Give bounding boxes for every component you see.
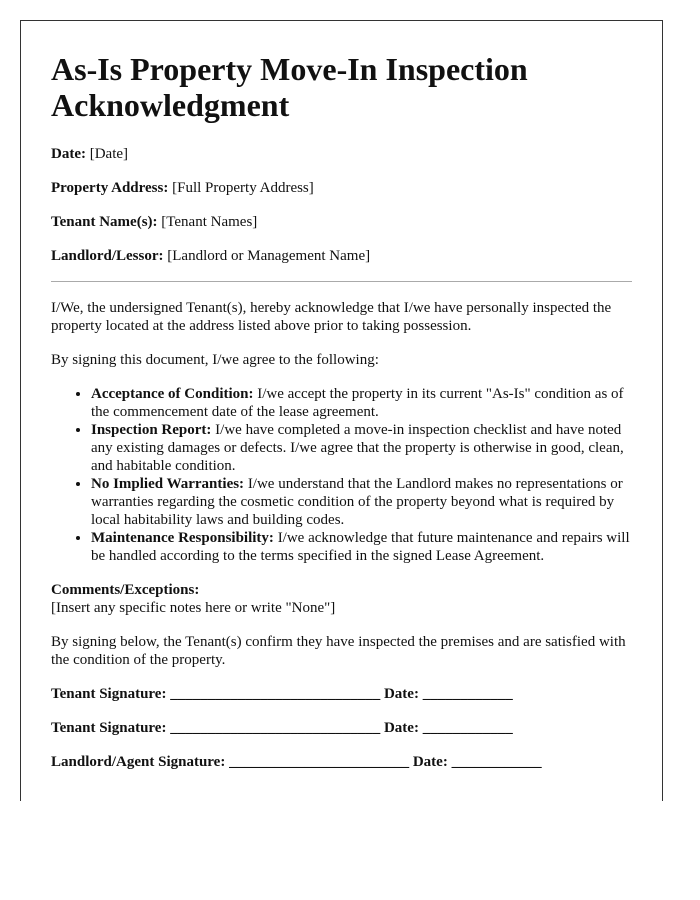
document bbox=[20, 20, 663, 801]
comments-section bbox=[51, 581, 632, 617]
comments-text: [Insert any specific notes here or write "None"] bbox=[51, 600, 336, 616]
field-label: Landlord/Lessor: bbox=[51, 248, 164, 264]
field-property-address bbox=[51, 179, 632, 197]
term-text: I/we understand that the Landlord makes no representations or warranties regarding the cosmetic condition of the property beyond what is required by local habitability laws and building codes. bbox=[91, 476, 623, 528]
signature-label: Tenant Signature: bbox=[51, 686, 167, 702]
date-label: Date: bbox=[383, 686, 419, 702]
list-item bbox=[91, 529, 632, 565]
signature-line[interactable]: ____________________________ bbox=[170, 686, 381, 702]
comments-label: Comments/Exceptions: bbox=[51, 582, 200, 598]
intro-paragraph: I/We, the undersigned Tenant(s), hereby acknowledge that I/we have personally inspected the property located at the address listed above prior to taking possession. bbox=[51, 300, 612, 334]
signature-row-tenant-2 bbox=[51, 719, 632, 737]
field-date bbox=[51, 145, 632, 163]
date-line[interactable]: ____________ bbox=[422, 686, 513, 702]
field-value: [Date] bbox=[89, 146, 129, 162]
term-text: I/we accept the property in its current "As-Is" condition as of the commencement date of the lease agreement. bbox=[91, 386, 624, 420]
signature-line[interactable]: ________________________ bbox=[229, 754, 410, 770]
closing-paragraph: By signing below, the Tenant(s) confirm they have inspected the premises and are satisfied with the condition of the property. bbox=[51, 634, 626, 668]
term-text: I/we acknowledge that future maintenance and repairs will be handled according to the terms specified in the signed Lease Agreement. bbox=[91, 530, 630, 564]
signature-label: Landlord/Agent Signature: bbox=[51, 754, 226, 770]
signature-row-landlord bbox=[51, 753, 632, 771]
term-text: I/we have completed a move-in inspection checklist and have noted any existing damages or defects. I/we agree that the property is otherwise in good, clean, and habitable condition. bbox=[91, 422, 624, 474]
field-value: [Tenant Names] bbox=[161, 214, 258, 230]
field-value: [Full Property Address] bbox=[172, 180, 314, 196]
list-item bbox=[91, 385, 632, 421]
field-label: Tenant Name(s): bbox=[51, 214, 158, 230]
term-label: No Implied Warranties: bbox=[91, 476, 245, 492]
signature-label: Tenant Signature: bbox=[51, 720, 167, 736]
field-value: [Landlord or Management Name] bbox=[167, 248, 371, 264]
field-landlord bbox=[51, 247, 632, 265]
term-label: Acceptance of Condition: bbox=[91, 386, 254, 402]
list-item bbox=[91, 421, 632, 475]
field-label: Date: bbox=[51, 146, 86, 162]
field-label: Property Address: bbox=[51, 180, 169, 196]
divider bbox=[51, 281, 632, 282]
date-line[interactable]: ____________ bbox=[451, 754, 542, 770]
signature-line[interactable]: ____________________________ bbox=[170, 720, 381, 736]
agree-lead: By signing this document, I/we agree to the following: bbox=[51, 352, 379, 368]
date-label: Date: bbox=[383, 720, 419, 736]
date-label: Date: bbox=[412, 754, 448, 770]
date-line[interactable]: ____________ bbox=[422, 720, 513, 736]
field-tenant-names bbox=[51, 213, 632, 231]
term-label: Maintenance Responsibility: bbox=[91, 530, 274, 546]
term-label: Inspection Report: bbox=[91, 422, 212, 438]
list-item bbox=[91, 475, 632, 529]
signature-row-tenant-1 bbox=[51, 685, 632, 703]
terms-list bbox=[51, 385, 632, 565]
document-title: As-Is Property Move-In Inspection Acknowledgment bbox=[51, 51, 528, 123]
